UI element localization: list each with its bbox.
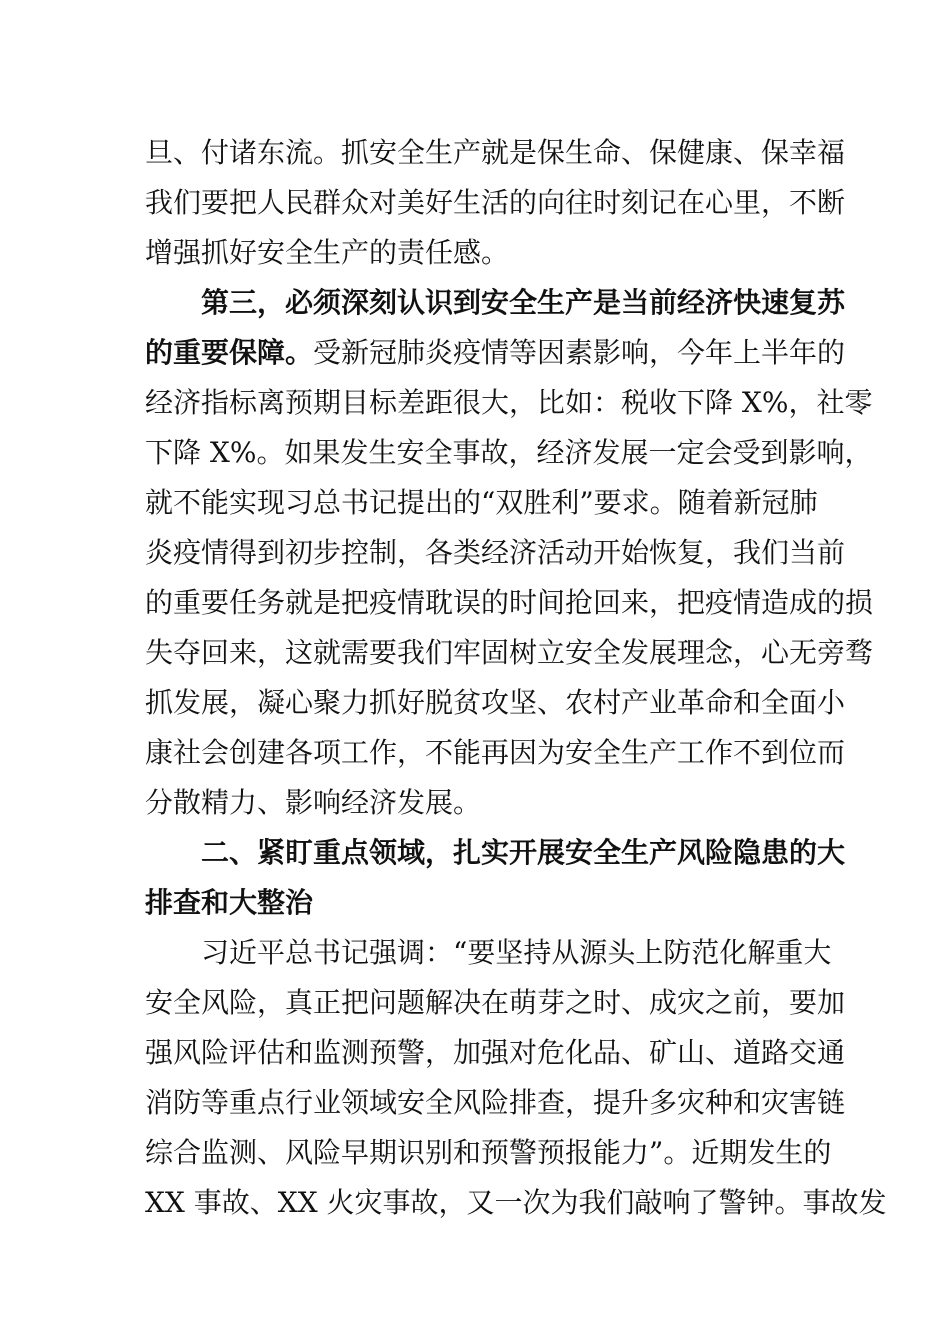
paragraph-2-line-8: 失夺回来，这就需要我们牢固树立安全发展理念，心无旁骛	[145, 636, 874, 669]
paragraph-3-line-4: 消防等重点行业领域安全风险排查，提升多灾种和灾害链	[145, 1086, 846, 1119]
paragraph-2-line-10: 康社会创建各项工作，不能再因为安全生产工作不到位而	[145, 736, 846, 769]
paragraph-3-line-2: 安全风险，真正把问题解决在萌芽之时、成灾之前，要加	[145, 986, 846, 1019]
section-heading-line-1: 二、紧盯重点领域，扎实开展安全生产风险隐患的大	[201, 836, 846, 869]
paragraph-3-line-3: 强风险评估和监测预警，加强对危化品、矿山、道路交通	[145, 1036, 846, 1069]
paragraph-2-line-5: 就不能实现习总书记提出的“双胜利”要求。随着新冠肺	[145, 486, 818, 519]
paragraph-1-line-2: 我们要把人民群众对美好生活的向往时刻记在心里，不断	[145, 186, 846, 219]
paragraph-1-line-1: 旦、付诸东流。抓安全生产就是保生命、保健康、保幸福	[145, 136, 846, 169]
paragraph-2-line-2-rest: 受新冠肺炎疫情等因素影响，今年上半年的	[313, 336, 846, 369]
paragraph-2-line-2	[145, 328, 846, 378]
paragraph-2-line-7: 的重要任务就是把疫情耽误的时间抢回来，把疫情造成的损	[145, 586, 874, 619]
paragraph-2-line-6: 炎疫情得到初步控制，各类经济活动开始恢复，我们当前	[145, 536, 846, 569]
paragraph-2-lead-continuation: 的重要保障。	[145, 336, 314, 369]
paragraph-2-line-3: 经济指标离预期目标差距很大，比如：税收下降 X%，社零	[145, 386, 873, 419]
paragraph-2-lead-line: 第三，必须深刻认识到安全生产是当前经济快速复苏	[201, 286, 846, 319]
paragraph-2-line-9: 抓发展，凝心聚力抓好脱贫攻坚、农村产业革命和全面小	[145, 686, 846, 719]
paragraph-3-line-6: XX 事故、XX 火灾事故，又一次为我们敲响了警钟。事故发	[145, 1186, 887, 1219]
paragraph-2-line-11: 分散精力、影响经济发展。	[145, 786, 482, 819]
paragraph-2-line-4: 下降 X%。如果发生安全事故，经济发展一定会受到影响，	[145, 436, 873, 469]
section-heading-line-2: 排查和大整治	[145, 886, 314, 919]
paragraph-1-line-3: 增强抓好安全生产的责任感。	[145, 236, 510, 269]
paragraph-3-line-1: 习近平总书记强调：“要坚持从源头上防范化解重大	[201, 936, 832, 969]
paragraph-3-line-5: 综合监测、风险早期识别和预警预报能力”。近期发生的	[145, 1136, 832, 1169]
